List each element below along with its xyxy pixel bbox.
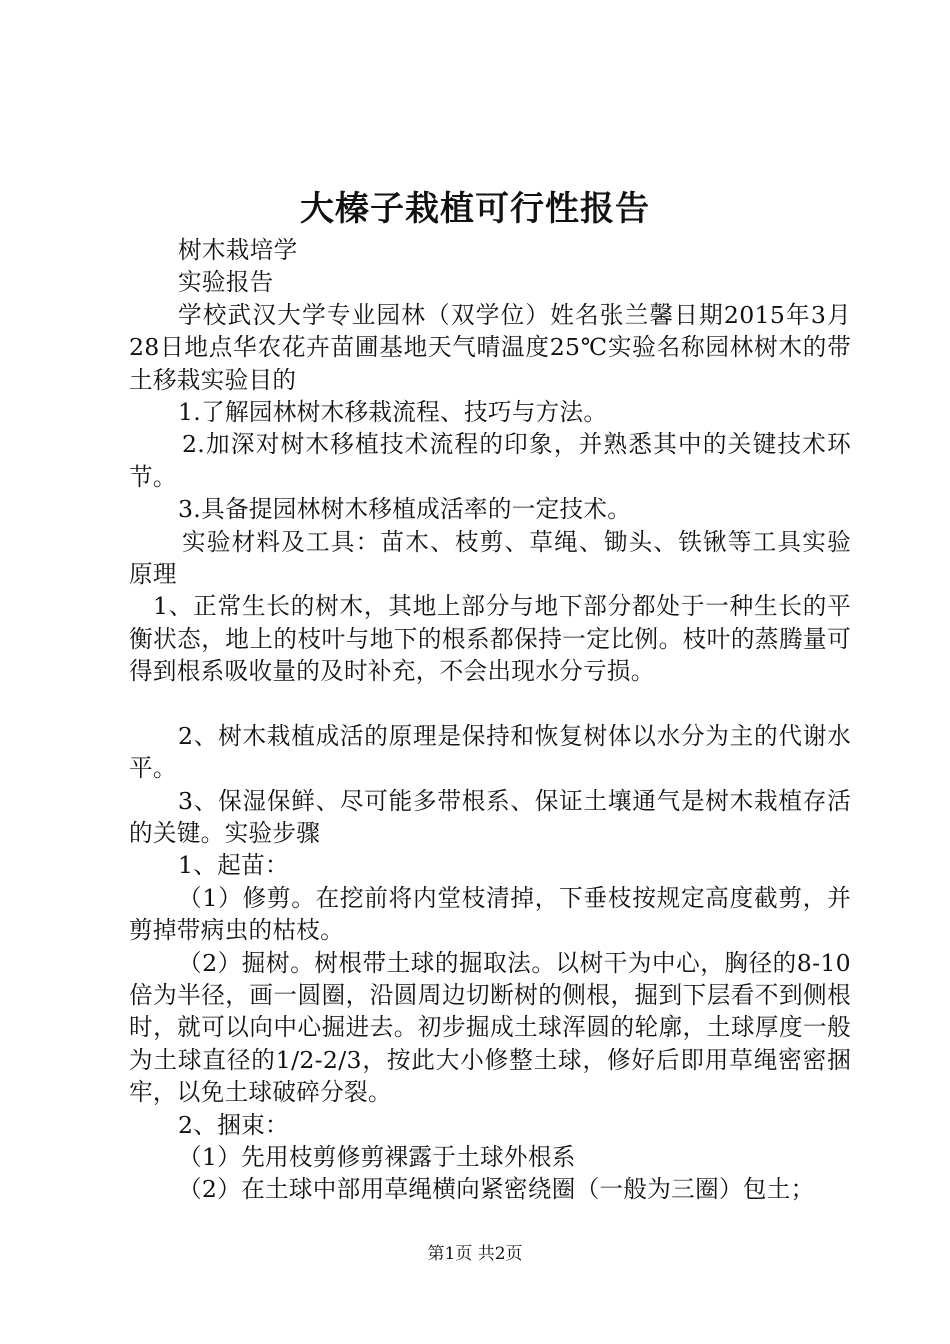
- paragraph-step-1-2: （2）掘树。树根带土球的掘取法。以树干为中心，胸径的8-10倍为半径，画一圆圈，沿圆周边切断树的侧根，掘到下层看不到侧根时，就可以向中心掘进去。初步掘成土球浑圆的轮廓，土球厚度一般为土球直径的1/2-2/3，按此大小修整土球，修好后即用草绳密密捆牢，以免土球破碎分裂。: [129, 948, 851, 1107]
- paragraph-course: 树木栽培学: [178, 236, 298, 264]
- paragraph-step-1: 1、起苗：: [178, 851, 289, 880]
- paragraph-objective-1: 1.了解园林树木移栽流程、技巧与方法。: [178, 398, 608, 427]
- paragraph-basic-info: 学校武汉大学专业园林（双学位）姓名张兰馨日期2015年3月28日地点华农花卉苗圃基地天气晴温度25℃实验名称园林树木的带土移栽实验目的: [129, 300, 851, 394]
- paragraph-report-type: 实验报告: [178, 268, 274, 297]
- paragraph-step-2: 2、捆束：: [178, 1110, 289, 1139]
- paragraph-principle-1: 1、正常生长的树木，其地上部分与地下部分都处于一种生长的平衡状态，地上的枝叶与地下的根系都保持一定比例。枝叶的蒸腾量可得到根系吸收量的及时补充，不会出现水分亏损。: [129, 592, 851, 686]
- paragraph-step-1-1: （1）修剪。在挖前将内堂枝清掉，下垂枝按规定高度截剪，并剪掉带病虫的枯枝。: [129, 883, 851, 945]
- document-title: 大榛子栽植可行性报告: [300, 189, 650, 229]
- paragraph-step-2-1: （1）先用枝剪修剪裸露于土球外根系: [178, 1142, 576, 1171]
- paragraph-gap: [129, 688, 851, 720]
- page-footer: 第1页 共2页: [427, 1244, 523, 1264]
- paragraph-materials: 实验材料及工具：苗木、枝剪、草绳、锄头、铁锹等工具实验原理: [129, 527, 851, 589]
- paragraph-objective-3: 3.具备提园林树木移植成活率的一定技术。: [178, 495, 632, 524]
- paragraph-principle-2: 2、树木栽植成活的原理是保持和恢复树体以水分为主的代谢水平。: [129, 721, 851, 783]
- paragraph-principle-3: 3、保湿保鲜、尽可能多带根系、保证土壤通气是树木栽植存活的关键。实验步骤: [129, 786, 851, 847]
- paragraph-objective-2: 2.加深对树木移植技术流程的印象，并熟悉其中的关键技术环节。: [129, 430, 851, 491]
- paragraph-step-2-2: （2）在土球中部用草绳横向紧密绕圈（一般为三圈）包土；: [178, 1175, 815, 1204]
- document-body: [129, 234, 851, 1206]
